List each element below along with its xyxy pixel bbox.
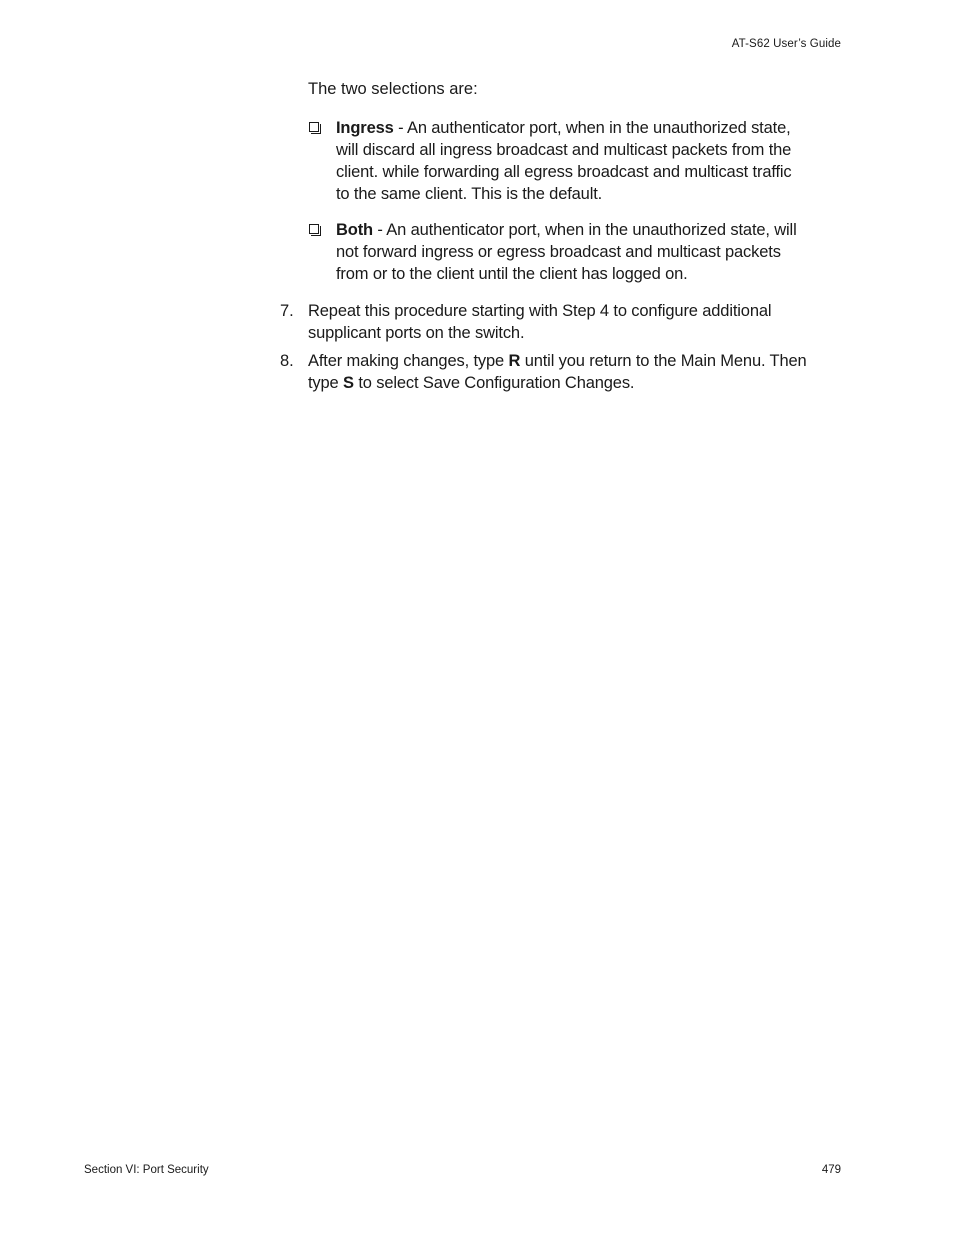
running-header: AT-S62 User’s Guide (731, 38, 841, 50)
text-segment: to select Save Configuration Changes. (353, 374, 635, 392)
text-segment: will discard all ingress broadcast and multicast packets from the (336, 141, 792, 159)
key-r: R (508, 352, 521, 370)
step-text (308, 300, 850, 344)
text-segment: supplicant ports on the switch. (308, 324, 525, 342)
step-number: 7. (280, 302, 294, 320)
step-text (308, 350, 850, 394)
term-both: Both (336, 221, 373, 239)
footer-section: Section VI: Port Security (84, 1164, 209, 1176)
text-segment: not forward ingress or egress broadcast and multicast packets (336, 243, 781, 261)
term-ingress: Ingress (336, 119, 394, 137)
list-item-text (336, 219, 848, 285)
text-segment: client. while forwarding all egress broadcast and multicast traffic (336, 163, 792, 181)
text-segment: After making changes, type (308, 352, 509, 370)
key-s: S (343, 374, 354, 392)
text-segment: to the same client. This is the default. (336, 185, 603, 203)
text-segment: - An authenticator port, when in the unauthorized state, will (372, 221, 797, 239)
text-segment: - An authenticator port, when in the unauthorized state, (393, 119, 791, 137)
page-number: 479 (821, 1164, 841, 1176)
list-item-text (336, 117, 848, 205)
text-segment: Repeat this procedure starting with Step 4 to configure additional (308, 302, 772, 320)
list-item-both (308, 219, 848, 285)
list-item-ingress (308, 117, 848, 205)
step-number: 8. (280, 352, 294, 370)
checkbox-bullet-icon (309, 224, 319, 234)
intro-paragraph: The two selections are: (308, 80, 478, 98)
checkbox-bullet-icon (309, 122, 319, 132)
step-8 (280, 350, 850, 394)
text-segment: from or to the client until the client has logged on. (336, 265, 688, 283)
step-7 (280, 300, 850, 344)
text-segment: until you return to the Main Menu. Then (520, 352, 807, 370)
text-segment: type (308, 374, 344, 392)
